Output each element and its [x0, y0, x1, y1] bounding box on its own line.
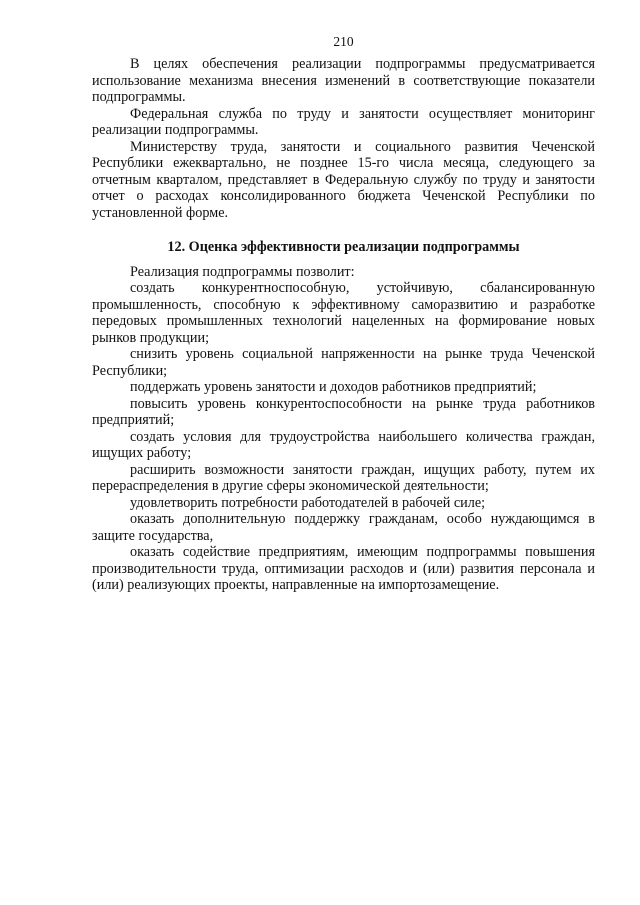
section-paragraph-additional-support: оказать дополнительную поддержку гражданам, особо нуждающимся в защите государства, [92, 511, 595, 544]
intro-paragraph-mechanism: В целях обеспечения реализации подпрограммы предусматривается использование механизма внесения изменений в соответствующие показатели подпрограммы. [92, 56, 595, 105]
intro-paragraph-reporting: Министерству труда, занятости и социального развития Чеченской Республики ежеквартально, не позднее 15-го числа месяца, следующего за отчетным кварталом, представляет в Федеральную службу по труду и занятости отчет о расходах консолидированного бюджета Чеченской Республики по установленной форме. [92, 138, 595, 221]
section-heading: 12. Оценка эффективности реализации подпрограммы [167, 239, 520, 255]
section-paragraph-social-tension: снизить уровень социальной напряженности на рынке труда Чеченской Республики; [92, 346, 595, 379]
section-paragraph-redistribution: расширить возможности занятости граждан, ищущих работу, путем их перераспределения в другие сферы экономической деятельности; [92, 461, 595, 494]
section-paragraph-industry: создать конкурентноспособную, устойчивую, сбалансированную промышленность, способную к эффективному саморазвитию и разработке передовых промышленных технологий нацеленных на формирование новых рынков продукции; [92, 280, 595, 346]
section-paragraph-enterprise-assistance: оказать содействие предприятиям, имеющим подпрограммы повышения производительности труда, оптимизации расходов и (или) развития персонала и (или) реализующих проекты, направленные на импортозамещение. [92, 544, 595, 593]
section-paragraph-lead: Реализация подпрограммы позволит: [130, 263, 355, 280]
section-paragraph-competitiveness: повысить уровень конкурентоспособности на рынке труда работников предприятий; [92, 395, 595, 428]
section-paragraph-employer-needs: удовлетворить потребности работодателей в рабочей силе; [130, 494, 486, 511]
section-paragraph-job-conditions: создать условия для трудоустройства наибольшего количества граждан, ищущих работу; [92, 428, 595, 461]
section-paragraph-employment-level: поддержать уровень занятости и доходов работников предприятий; [130, 379, 537, 395]
document-page [92, 34, 595, 594]
intro-paragraph-monitoring: Федеральная служба по труду и занятости осуществляет мониторинг реализации подпрограммы. [92, 105, 595, 138]
page-number: 210 [333, 34, 354, 49]
